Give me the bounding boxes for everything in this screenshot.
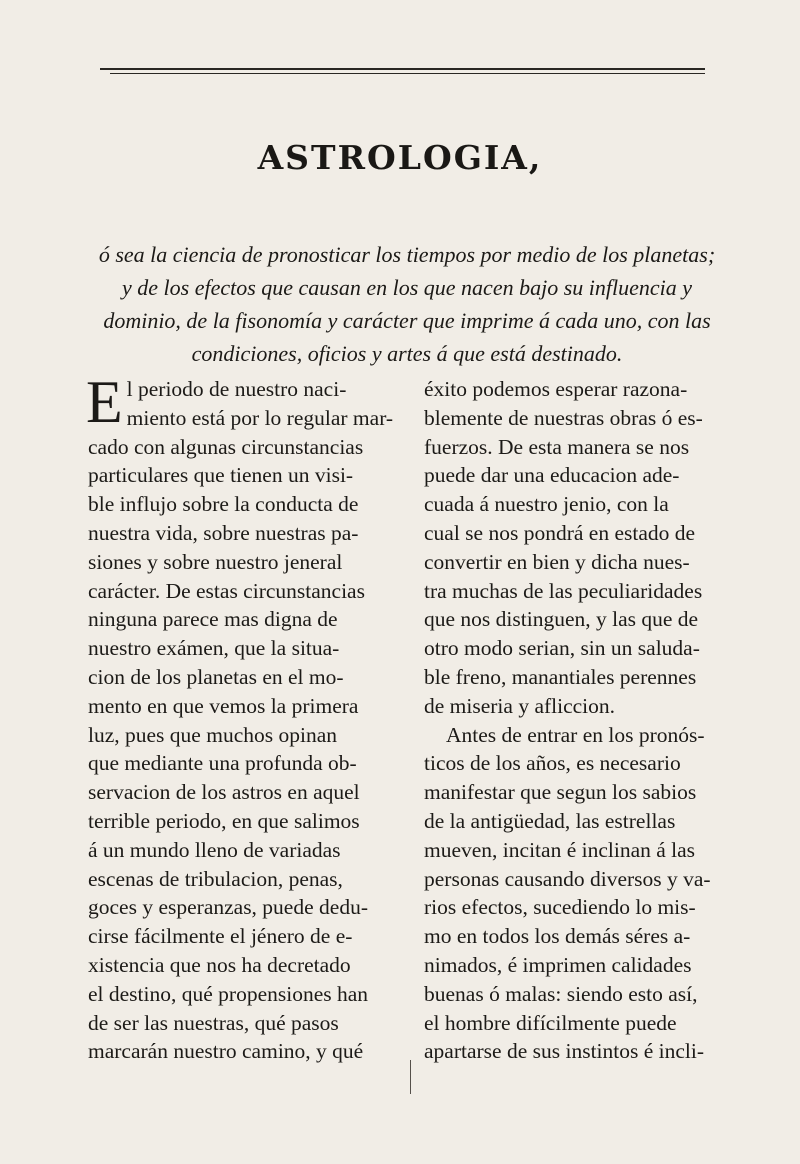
text-line: mento en que vemos la primera [88,693,359,718]
text-line: ticos de los años, es necesario [424,751,681,776]
text-line: otro modo serian, sin un saluda- [424,636,700,661]
text-line: carácter. De estas circunstancias [88,578,365,603]
text-line: ble freno, manantiales perennes [424,664,697,689]
text-line: luz, pues que muchos opinan [88,722,337,747]
text-line: ble influjo sobre la conducta de [88,492,359,517]
text-line: nuestra vida, sobre nuestras pa- [88,520,359,545]
top-rule [100,68,705,70]
text-line: Antes de entrar en los pronós- [446,722,705,747]
text-line: ninguna parece mas digna de [88,607,338,632]
text-line: de miseria y afliccion. [424,693,616,718]
text-line: xistencia que nos ha decretado [88,952,351,977]
text-line: cion de los planetas en el mo- [88,664,344,689]
text-line: el hombre difícilmente puede [424,1010,677,1035]
text-line: cuada á nuestro jenio, con la [424,492,669,517]
text-line: puede dar una educacion ade- [424,463,680,488]
text-line: el destino, qué propensiones han [88,981,369,1006]
text-line: rios efectos, sucediendo lo mis- [424,895,696,920]
text-line: mueven, incitan é inclinan á las [424,837,696,862]
top-rule-thin [110,73,705,74]
text-line: fuerzos. De esta manera se nos [424,434,690,459]
text-line: de la antigüedad, las estrellas [424,808,676,833]
text-line: á un mundo lleno de variadas [88,837,341,862]
text-line: apartarse de sus instintos é incli- [424,1039,705,1064]
text-line: cirse fácilmente el jénero de e- [88,924,353,949]
text-line: tra muchas de las peculiaridades [424,578,703,603]
drop-cap: E [86,369,123,435]
text-line: particulares que tienen un visi- [88,463,354,488]
text-line: que nos distinguen, y las que de [424,607,699,632]
text-line: nimados, é imprimen calidades [424,952,692,977]
text-line: buenas ó malas: siendo esto así, [424,981,698,1006]
text-line: de ser las nuestras, qué pasos [88,1010,339,1035]
column-divider [410,1060,411,1094]
text-line: marcarán nuestro camino, y qué [88,1039,364,1064]
text-line: goces y esperanzas, puede dedu- [88,895,368,920]
text-line: siones y sobre nuestro jeneral [88,549,343,574]
text-line: manifestar que segun los sabios [424,780,697,805]
text-line: cual se nos pondrá en estado de [424,520,696,545]
text-line: que mediante una profunda ob- [88,751,357,776]
text-line: personas causando diversos y va- [424,866,711,891]
text-line: escenas de tribulacion, penas, [88,866,343,891]
text-line: miento está por lo regular mar- [126,405,394,430]
text-line: terrible periodo, en que salimos [88,808,360,833]
text-line: cado con algunas circunstancias [88,434,364,459]
right-column [424,375,742,1066]
text-line: mo en todos los demás séres a- [424,924,691,949]
text-line: nuestro exámen, que la situa- [88,636,340,661]
text-line: l periodo de nuestro naci- [126,377,347,401]
page-title: ASTROLOGIA, [257,138,543,177]
text-line: éxito podemos esperar razona- [424,377,688,401]
text-line: blemente de nuestras obras ó es- [424,405,703,430]
left-column [86,369,403,1066]
text-line: convertir en bien y dicha nues- [424,549,690,574]
text-line: servacion de los astros en aquel [88,780,360,805]
page-subtitle: ó sea la ciencia de pronosticar los tiempos por medio de los planetas; y de los efectos que causan en los que nacen bajo su influencia y dominio, de la fisonomía y carácter que imprime á cada uno, con las condiciones, oficios y artes á que está destinado. [98,242,716,366]
